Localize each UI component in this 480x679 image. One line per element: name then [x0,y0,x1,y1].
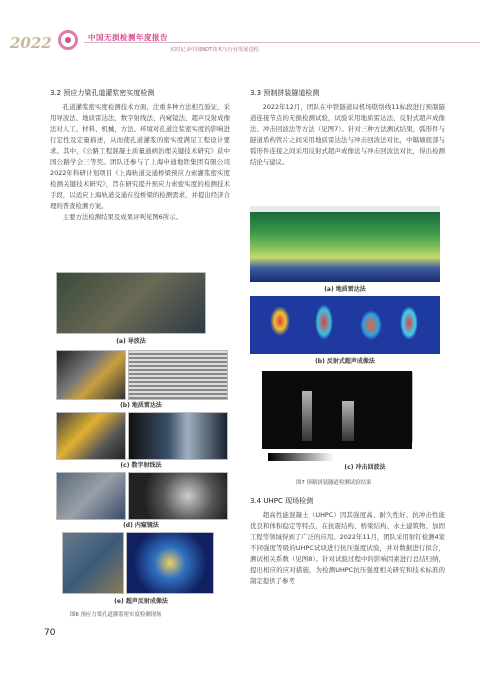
ultrasonic-result [250,296,440,354]
section-3-3-body: 2022年12月，团队在中铁隧道局机场联络线11标段进行预制隧道连接节点的无损检测试验，试验采用地质雷达法、反射式超声成像法、冲击回波法等方法（见图7）。针对三种方法测试结果，弧形件与隧道盾构管片之间采用地质雷达法与冲击回波法对比，中隔墙底部与弧形件连接之间采用反射式超声成像法与冲击回波法对比，得出检测结论与建议。 [250,103,445,166]
header-divider [84,42,480,43]
photo-endoscope-1 [56,472,126,520]
photo-ultrasonic-1 [62,532,124,594]
caption-6a: (a) 导波法 [116,338,146,345]
report-title: 中国无损检测年度报告 [88,33,168,42]
caption-7b: (b) 反射式超声成像法 [315,358,375,365]
caption-6e: (e) 超声反射成像法 [114,598,168,605]
section-3-2-body: 孔道灌浆密实度检测技术方面，注重多种方法相互验证，采用导波法、地质雷达法，数字射线法、内窥镜法、超声反射成像法对人工、材料、机械、方法、环境对孔道注浆密实度的影响进行定性及定量描述，从而使孔道灌浆的密实度满足工程设计要求。其中，《公路工程混凝土质量通病治理关键技术研究》获中国公路学会三等奖。团队还参与了上海申通地铁集团有限公司2022年科研计划项目《上海轨道交通桥梁预应力索灌浆密实度检测关键技术研究》，旨在研究提升预应力索密实度的检测技术手段，以适应上海轨道交通在役桥梁的检测需求，并提出经济合理的普查检测方案。 [50,103,230,210]
section-title-3-4: 3.4 UHPC 现场检测 [250,497,314,505]
photo-digital-ray [56,412,126,460]
page-header [0,0,480,62]
report-year: 2022 [10,34,52,52]
left-column [50,88,230,223]
caption-6c: (c) 数字射线法 [120,462,162,469]
report-subtitle: 实时记录中国NDT技术与行业发展进程 [170,47,259,53]
section-3-4-body: 超高性能混凝土（UHPC）因其强度高、耐久性好、抗冲击性能优良和体积稳定等特点，在抗震结构、桥梁结构、水土建筑物、加固工程等领域得到了广泛的应用。2022年11月，团队采用射钉检测4家不同强度等级的UHPC试块进行抗压强度试验，并对数据进行拟合，测试相关系数（见图8）。针对试验过程中的影响因素进行总结归纳，提出相应的应对措施，为检测UHPC抗压强度相关研究和技术标准的制定提供了参考 [250,511,445,585]
photo-georadar [56,350,126,400]
caption-6d: (d) 内窥镜法 [123,522,159,529]
figure-6-intro: 主要方法检测结果及成果评判见图6所示。 [62,213,182,221]
impact-echo-result [262,371,412,449]
photo-guided-wave [56,272,206,334]
section-3-4 [250,496,445,587]
georadar-scan [128,350,228,400]
digital-ray-image [128,412,228,460]
section-title-3-2: 3.2 预应力梁孔道灌浆密实度检测 [50,89,155,97]
impact-echo-legend [412,372,442,442]
section-title-3-3: 3.3 预制拼装隧道检测 [250,89,320,97]
ultrasonic-image [126,532,214,594]
caption-7c: (c) 冲击回波法 [344,464,386,471]
caption-7a: (a) 地质雷达法 [324,286,366,293]
photo-endoscope-2 [128,472,228,520]
page-number: 70 [44,628,56,638]
impact-echo-colorbar [268,453,334,461]
caption-6b: (b) 地质雷达法 [120,402,162,409]
georadar-result [250,212,440,282]
right-column [250,88,445,168]
figure-7-caption: 图7 预制拼装隧道检测试验结果 [296,480,372,486]
report-logo-icon [58,30,78,50]
figure-6-caption: 图6 预应力梁孔道灌浆密实度检测现场 [70,612,162,618]
